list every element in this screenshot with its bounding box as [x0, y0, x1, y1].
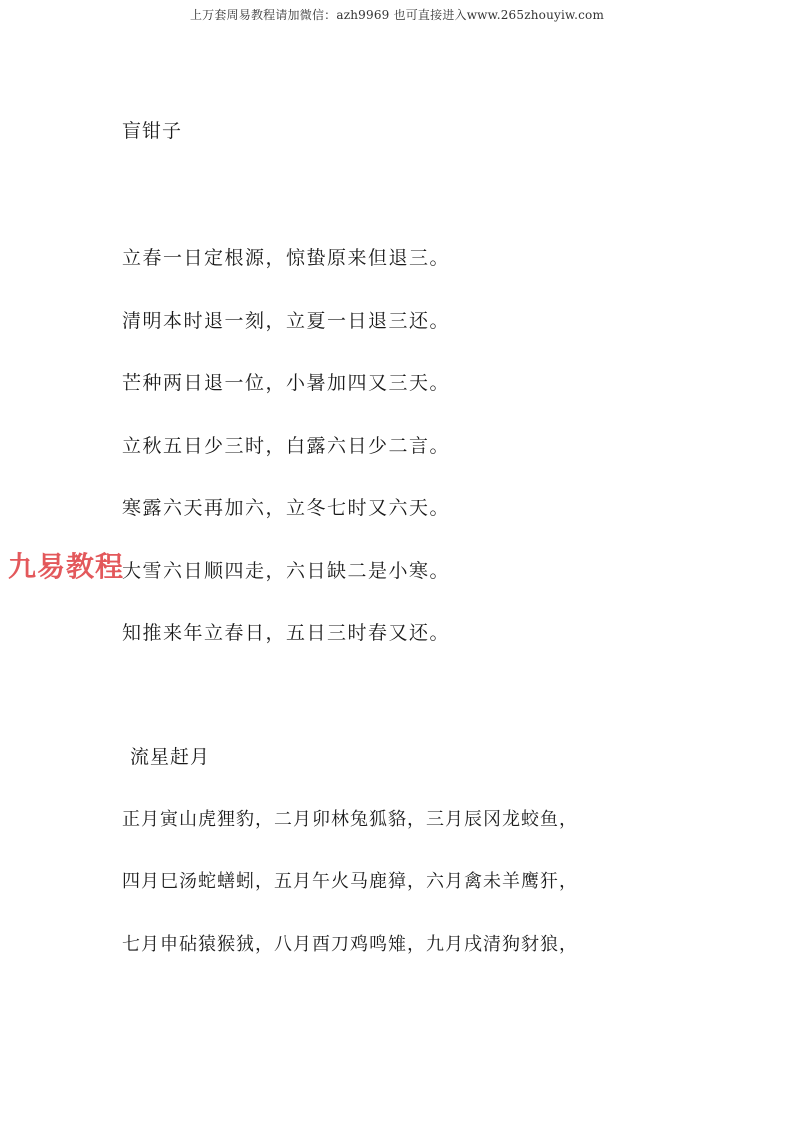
- header-note: 上万套周易教程请加微信：azh9969 也可直接进入www.265zhouyiw.com: [189, 8, 605, 22]
- watermark-logo: 九易教程: [8, 550, 125, 583]
- verse-line: 清明本时退一刻，立夏一日退三还。: [122, 310, 451, 332]
- verse-line: 立秋五日少三时，白露六日少二言。: [122, 435, 451, 457]
- verse-line: 寒露六天再加六，立冬七时又六天。: [122, 497, 451, 519]
- verse-line: 知推来年立春日，五日三时春又还。: [122, 622, 451, 644]
- verse-line: 大雪六日顺四走，六日缺二是小寒。: [122, 560, 451, 582]
- section-title-meteor-chasing-moon: 流星赶月: [130, 746, 211, 768]
- verse-line: 正月寅山虎狸豹，二月卯林兔狐貉，三月辰冈龙蛟鱼，: [122, 809, 578, 830]
- verse-line: 立春一日定根源，惊蛰原来但退三。: [122, 247, 451, 269]
- verse-line: 芒种两日退一位，小暑加四又三天。: [122, 372, 451, 394]
- verse-line: 四月巳汤蛇蟮蚓，五月午火马鹿獐，六月禽未羊鹰犴，: [122, 871, 578, 892]
- section-title-blind-pliers: 盲钳子: [122, 120, 183, 142]
- verse-line: 七月申砧猿猴狨，八月酉刀鸡鸣雉，九月戌清狗豺狼，: [122, 934, 578, 955]
